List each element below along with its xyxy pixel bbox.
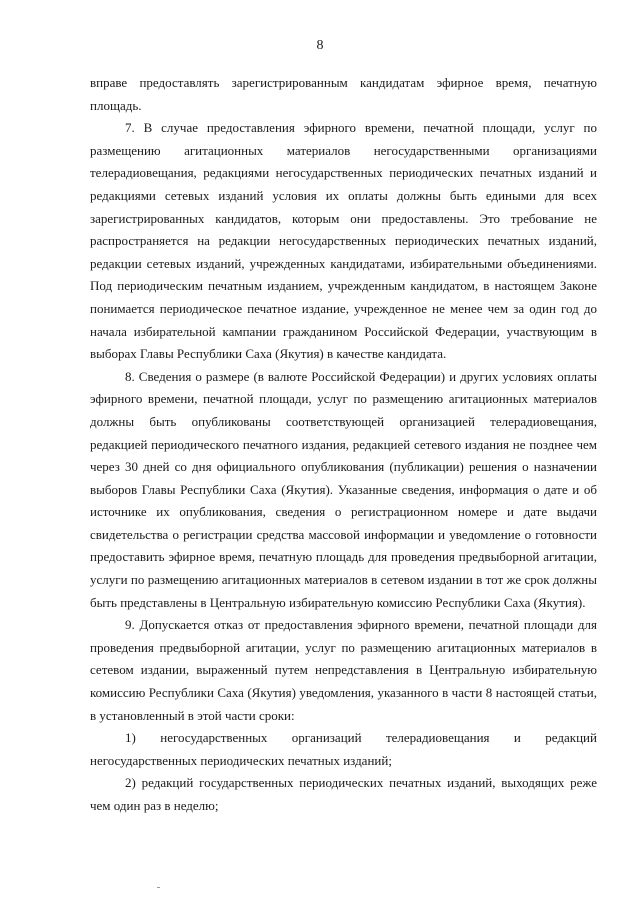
list-item-1 — [90, 727, 597, 772]
list-item-2: 2) редакций государственных периодических печатных изданий, выходящих реже чем один раз в неделю; — [90, 775, 597, 813]
list-item-1-word: негосударственных — [160, 730, 268, 746]
list-item-1-word: редакций — [545, 730, 597, 746]
scan-artifact — [157, 887, 160, 888]
paragraph-continuation: вправе предоставлять зарегистрированным кандидатам эфирное время, печатную площадь. — [90, 75, 597, 113]
paragraph-7: 7. В случае предоставления эфирного времени, печатной площади, услуг по размещению агитационных материалов негосударственными организациями телерадиовещания, редакциями негосударственных периодических печатных изданий и редакциями сетевых изданий условия их оплаты должны быть едиными для всех зарегистрированных кандидатов, которым они предоставлены. Это требование не распространяется на редакции негосударственных периодических печатных изданий, редакции сетевых изданий, учрежденных кандидатами, избирательными объединениями. Под периодическим печатным изданием, учрежденным кандидатом, в настоящем Законе понимается периодическое печатное издание, учрежденное не менее чем за один год до начала избирательной кампании гражданином Российской Федерации, участвующим в выборах Главы Республики Саха (Якутия) в качестве кандидата. — [90, 120, 597, 362]
list-item-1-word: и — [513, 730, 521, 746]
list-item-1-word: телерадиовещания — [385, 730, 490, 746]
list-item-1-word: организаций — [291, 730, 362, 746]
page-number: 8 — [316, 38, 324, 53]
list-item-1-word: 1) — [125, 730, 136, 746]
paragraph-9: 9. Допускается отказ от предоставления эфирного времени, печатной площади для проведения предвыборной агитации, услуг по размещению агитационных материалов в сетевом издании, выраженный путем непредставления в Центральную избирательную комиссию Республики Саха (Якутия) уведомления, указанного в части 8 настоящей статьи, в установленный в этой части сроки: — [90, 617, 597, 723]
document-body — [90, 72, 597, 818]
list-item-1-first-line — [90, 727, 597, 750]
list-item-1-continuation: негосударственных периодических печатных изданий; — [90, 752, 392, 768]
paragraph-8: 8. Сведения о размере (в валюте Российской Федерации) и других условиях оплаты эфирного времени, печатной площади, услуг по размещению агитационных материалов должны быть опубликованы соответствующей организацией телерадиовещания, редакцией периодического печатного издания, редакцией сетевого издания не позднее чем через 30 дней со дня официального опубликования (публикации) решения о назначении выборов Главы Республики Саха (Якутия). Указанные сведения, информация о дате и об источнике их опубликования, сведения о регистрационном номере и дате выдачи свидетельства о регистрации средства массовой информации и уведомление о готовности предоставить эфирное время, печатную площадь для проведения предвыборной агитации, услуги по размещению агитационных материалов в сетевом издании в тот же срок должны быть представлены в Центральную избирательную комиссию Республики Саха (Якутия). — [90, 368, 597, 610]
